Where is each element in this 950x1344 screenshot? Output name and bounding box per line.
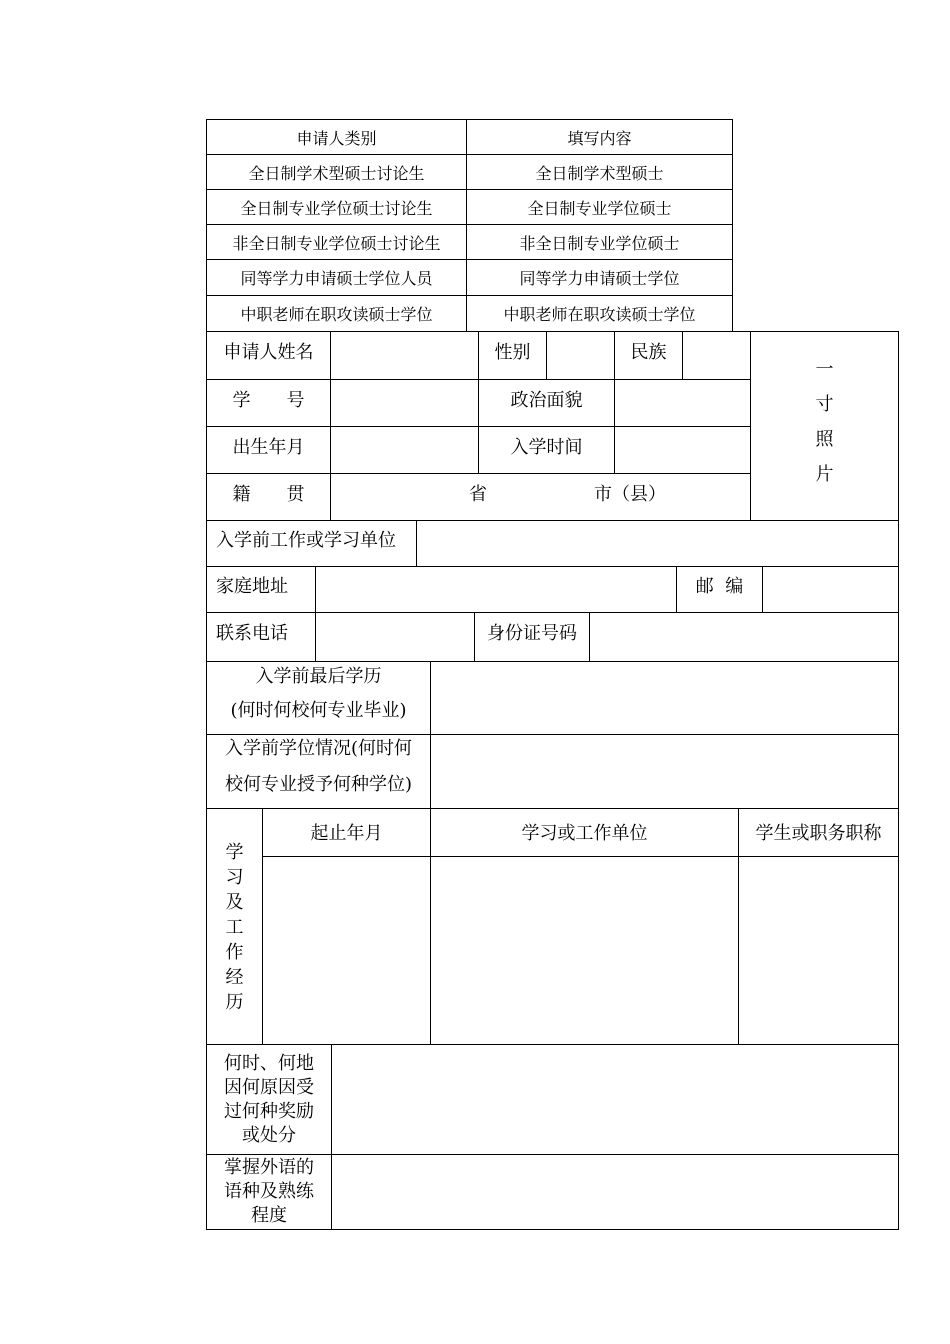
history-period-field[interactable] (263, 857, 430, 1044)
awards-label (207, 1050, 331, 1150)
prior-degree-field[interactable] (431, 735, 898, 808)
category-row-content: 中职老师在职攻读硕士学位 (503, 305, 696, 324)
prior-degree-line: 校何专业授予何种学位) (224, 774, 413, 795)
awards-line: 或处分 (242, 1125, 296, 1146)
language-line: 语种及熟练 (224, 1181, 314, 1202)
history-side-char: 历 (225, 992, 244, 1013)
prior-degree-label (207, 735, 430, 799)
category-row-type: 非全日制专业学位硕士讨论生 (232, 233, 441, 253)
language-line: 程度 (251, 1205, 287, 1226)
phone-label: 联系电话 (216, 623, 288, 644)
prior-unit-field[interactable] (417, 521, 898, 566)
student-id-field[interactable] (331, 380, 478, 426)
history-side-char: 习 (225, 867, 244, 888)
language-field[interactable] (332, 1155, 898, 1229)
gender-label: 性别 (494, 342, 531, 363)
category-row-type: 全日制学术型硕士讨论生 (248, 163, 425, 183)
address-field[interactable] (316, 567, 676, 612)
category-row-content: 同等学力申请硕士学位 (519, 269, 680, 288)
category-row-type: 全日制专业学位硕士讨论生 (240, 198, 433, 218)
awards-field[interactable] (332, 1045, 898, 1154)
birth-label: 出生年月 (232, 437, 305, 458)
prior-degree-line: 入学前学位情况(何时何 (224, 738, 413, 759)
last-education-field[interactable] (431, 662, 898, 734)
political-label: 政治面貌 (510, 390, 583, 411)
history-unit-field[interactable] (431, 857, 738, 1044)
province-label: 省 (469, 484, 487, 505)
history-side-char: 及 (225, 892, 244, 913)
category-row-content: 全日制专业学位硕士 (527, 198, 672, 218)
category-header-content: 填写内容 (567, 128, 632, 148)
category-row-type: 同等学力申请硕士学位人员 (240, 269, 433, 288)
gender-field[interactable] (547, 332, 614, 379)
last-education-line: (何时何校何专业毕业) (230, 700, 407, 721)
history-title-field[interactable] (739, 857, 898, 1044)
name-label: 申请人姓名 (223, 342, 314, 363)
name-field[interactable] (331, 332, 478, 379)
photo-char: 照 (815, 429, 834, 450)
history-header-title: 学生或职务职称 (755, 822, 882, 844)
address-label: 家庭地址 (216, 576, 288, 597)
photo-placeholder (751, 352, 898, 492)
history-header-period: 起止年月 (310, 822, 383, 844)
photo-char: 片 (815, 464, 834, 485)
political-field[interactable] (615, 380, 750, 426)
postcode-field[interactable] (763, 567, 898, 612)
city-label: 市（县） (594, 484, 666, 505)
last-education-line: 入学前最后学历 (255, 666, 382, 687)
id-label: 身份证号码 (487, 623, 577, 644)
phone-field[interactable] (316, 613, 474, 661)
history-header-unit: 学习或工作单位 (521, 822, 648, 844)
last-education-label (207, 662, 430, 726)
birth-field[interactable] (331, 427, 478, 473)
history-side-char: 学 (225, 842, 244, 863)
postcode-label: 邮 编 (695, 576, 744, 597)
student-id-label: 学 号 (232, 390, 305, 411)
prior-unit-label: 入学前工作或学习单位 (216, 530, 396, 551)
history-side-char: 经 (225, 967, 244, 988)
awards-line: 过何种奖励 (224, 1101, 314, 1122)
category-row-type: 中职老师在职攻读硕士学位 (240, 305, 433, 324)
category-row-content: 非全日制专业学位硕士 (519, 233, 680, 253)
photo-char: 寸 (815, 394, 834, 415)
enroll-field[interactable] (615, 427, 750, 473)
enroll-label: 入学时间 (510, 437, 583, 458)
ethnicity-label: 民族 (630, 342, 667, 363)
id-field[interactable] (590, 613, 898, 661)
history-side-char: 作 (225, 942, 244, 963)
awards-line: 何时、何地 (224, 1053, 314, 1074)
language-line: 掌握外语的 (224, 1157, 314, 1178)
language-label (207, 1155, 331, 1229)
awards-line: 因何原因受 (224, 1077, 314, 1098)
photo-char: 一 (815, 359, 834, 380)
category-header-type: 申请人类别 (296, 128, 377, 148)
history-side-label (207, 840, 262, 1015)
category-row-content: 全日制学术型硕士 (535, 163, 664, 183)
native-label: 籍 贯 (232, 484, 305, 505)
ethnicity-field[interactable] (683, 332, 750, 379)
history-side-char: 工 (225, 917, 244, 938)
